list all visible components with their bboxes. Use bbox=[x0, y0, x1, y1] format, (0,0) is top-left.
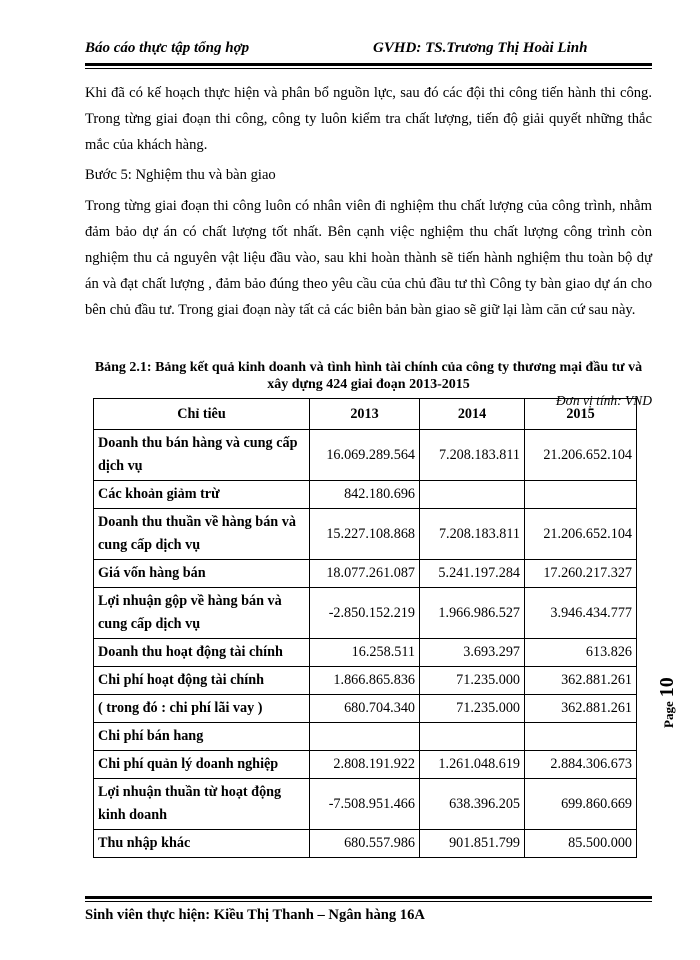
table-row bbox=[94, 509, 637, 560]
row-value-cell: 1.966.986.527 bbox=[420, 588, 525, 639]
row-indicator-cell: Doanh thu hoạt động tài chính bbox=[94, 639, 310, 667]
row-value-cell bbox=[525, 723, 637, 751]
row-value-cell: 5.241.197.284 bbox=[420, 560, 525, 588]
paragraph-acceptance: Trong từng giai đoạn thi công luôn có nhân viên đi nghiệm thu chất lượng của công trình, nhằm đảm bảo dự án có chất lượng tốt nhất. Bên cạnh việc nghiệm thu chất lượng công trình còn nghiệm thu cả nguyên vật liệu đầu vào, sau khi hoàn thành sẽ tiến hành nghiệm thu toàn bộ dự án và đạt chất lượng , đảm bảo đúng theo yêu cầu của chủ đầu tư thì Công ty bàn giao dự án cho bên chủ đầu tư. Trong giai đoạn này tất cả các biên bản bàn giao sẽ giữ lại làm căn cứ sau này. bbox=[85, 198, 652, 318]
footer-rule-thin bbox=[85, 901, 652, 902]
page-label: Page bbox=[661, 701, 676, 728]
financial-results-table bbox=[93, 398, 637, 858]
page-number-value: 10 bbox=[656, 677, 678, 698]
row-indicator-cell: Chi phí bán hang bbox=[94, 723, 310, 751]
table-row bbox=[94, 723, 637, 751]
header-indicator: Chỉ tiêu bbox=[94, 399, 310, 430]
table-header-row bbox=[94, 399, 637, 430]
row-value-cell: 680.557.986 bbox=[310, 830, 420, 858]
row-value-cell: 2.808.191.922 bbox=[310, 751, 420, 779]
row-value-cell: 21.206.652.104 bbox=[525, 430, 637, 481]
row-value-cell: 21.206.652.104 bbox=[525, 509, 637, 560]
row-indicator-cell: Chi phí hoạt động tài chính bbox=[94, 667, 310, 695]
row-value-cell: 7.208.183.811 bbox=[420, 430, 525, 481]
table-row bbox=[94, 560, 637, 588]
row-indicator-cell: Doanh thu thuần về hàng bán và cung cấp dịch vụ bbox=[94, 509, 310, 560]
row-indicator-cell: ( trong đó : chi phí lãi vay ) bbox=[94, 695, 310, 723]
row-indicator-cell: Doanh thu bán hàng và cung cấp dịch vụ bbox=[94, 430, 310, 481]
row-value-cell: 613.826 bbox=[525, 639, 637, 667]
row-value-cell: 699.860.669 bbox=[525, 779, 637, 830]
table-row bbox=[94, 830, 637, 858]
row-value-cell: 1.866.865.836 bbox=[310, 667, 420, 695]
header-report-title: Báo cáo thực tập tổng hợp bbox=[85, 40, 250, 56]
row-value-cell: 3.693.297 bbox=[420, 639, 525, 667]
page-number bbox=[656, 677, 679, 728]
row-value-cell: 3.946.434.777 bbox=[525, 588, 637, 639]
row-value-cell: 7.208.183.811 bbox=[420, 509, 525, 560]
step-5-heading: Bước 5: Nghiệm thu và bàn giao bbox=[85, 167, 276, 183]
table-row bbox=[94, 588, 637, 639]
row-value-cell bbox=[525, 481, 637, 509]
row-indicator-cell: Các khoản giảm trừ bbox=[94, 481, 310, 509]
row-indicator-cell: Giá vốn hàng bán bbox=[94, 560, 310, 588]
footer-rule-thick bbox=[85, 896, 652, 899]
row-value-cell: 362.881.261 bbox=[525, 695, 637, 723]
row-indicator-cell: Lợi nhuận gộp về hàng bán và cung cấp dịch vụ bbox=[94, 588, 310, 639]
row-indicator-cell: Lợi nhuận thuần từ hoạt động kinh doanh bbox=[94, 779, 310, 830]
row-value-cell: 1.261.048.619 bbox=[420, 751, 525, 779]
table-row bbox=[94, 695, 637, 723]
table-row bbox=[94, 779, 637, 830]
header-year-2015: 2015 bbox=[525, 399, 637, 430]
table-unit: Đơn vị tính: VND bbox=[555, 393, 652, 408]
page-header bbox=[85, 40, 652, 62]
header-rule-thick bbox=[85, 63, 652, 66]
row-value-cell: 901.851.799 bbox=[420, 830, 525, 858]
row-value-cell: 680.704.340 bbox=[310, 695, 420, 723]
row-value-cell: 362.881.261 bbox=[525, 667, 637, 695]
row-value-cell bbox=[310, 723, 420, 751]
table-row bbox=[94, 430, 637, 481]
row-value-cell: -7.508.951.466 bbox=[310, 779, 420, 830]
header-rule-thin bbox=[85, 68, 652, 69]
table-row bbox=[94, 639, 637, 667]
row-indicator-cell: Chi phí quản lý doanh nghiệp bbox=[94, 751, 310, 779]
table-row bbox=[94, 481, 637, 509]
row-value-cell: 2.884.306.673 bbox=[525, 751, 637, 779]
paragraph-construction: Khi đã có kế hoạch thực hiện và phân bổ nguồn lực, sau đó các đội thi công tiến hành thi công. Trong từng giai đoạn thi công, công ty luôn kiểm tra chất lượng, tiến độ giải quyết những thắc mắc của khách hàng. bbox=[85, 85, 652, 153]
table-row bbox=[94, 751, 637, 779]
row-indicator-cell: Thu nhập khác bbox=[94, 830, 310, 858]
row-value-cell: 842.180.696 bbox=[310, 481, 420, 509]
row-value-cell: 16.258.511 bbox=[310, 639, 420, 667]
row-value-cell: 18.077.261.087 bbox=[310, 560, 420, 588]
row-value-cell: -2.850.152.219 bbox=[310, 588, 420, 639]
header-supervisor: GVHD: TS.Trương Thị Hoài Linh bbox=[373, 40, 588, 56]
row-value-cell: 16.069.289.564 bbox=[310, 430, 420, 481]
table-row bbox=[94, 667, 637, 695]
header-year-2014: 2014 bbox=[420, 399, 525, 430]
table-caption: Bảng 2.1: Bảng kết quả kinh doanh và tình hình tài chính của công ty thương mại đầu tư và xây dựng 424 giai đoạn 2013-2015 bbox=[94, 360, 643, 392]
footer-student: Sinh viên thực hiện: Kiều Thị Thanh – Ngân hàng 16A bbox=[85, 907, 425, 923]
row-value-cell: 15.227.108.868 bbox=[310, 509, 420, 560]
row-value-cell bbox=[420, 723, 525, 751]
row-value-cell: 71.235.000 bbox=[420, 695, 525, 723]
row-value-cell: 17.260.217.327 bbox=[525, 560, 637, 588]
header-year-2013: 2013 bbox=[310, 399, 420, 430]
row-value-cell bbox=[420, 481, 525, 509]
row-value-cell: 638.396.205 bbox=[420, 779, 525, 830]
row-value-cell: 71.235.000 bbox=[420, 667, 525, 695]
row-value-cell: 85.500.000 bbox=[525, 830, 637, 858]
